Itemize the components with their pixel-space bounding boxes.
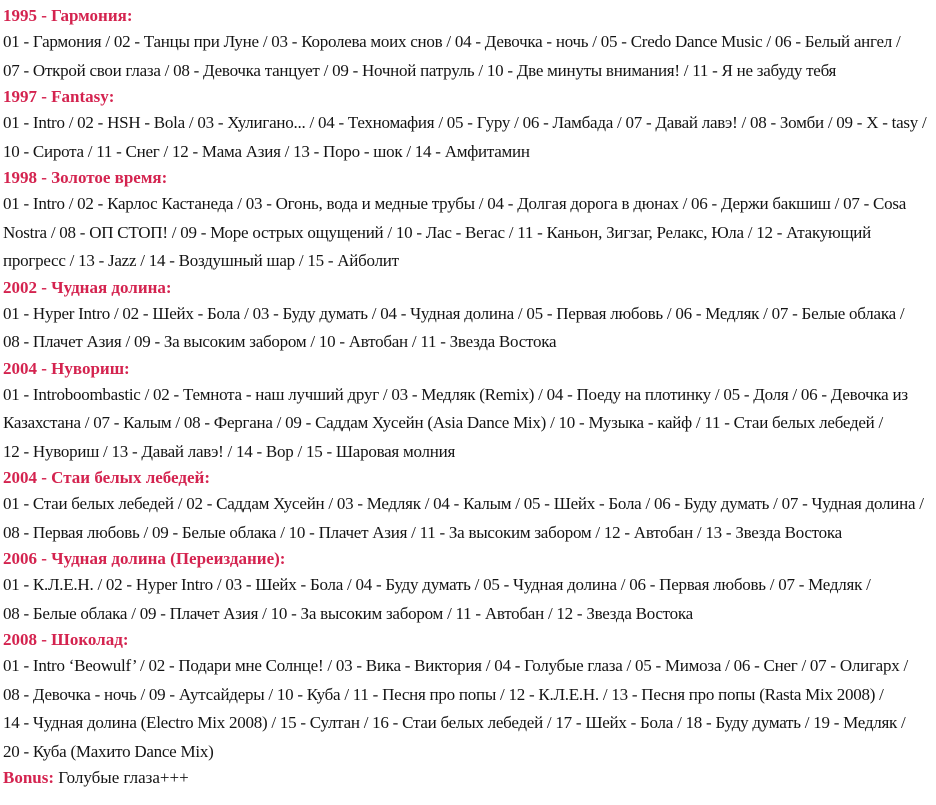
album-title: 1995 - Гармония: <box>3 6 133 25</box>
tracklist-line: 08 - Первая любовь / 09 - Белые облака / 10 - Плачет Азия / 11 - За высоким забором / 12 - Автобан / 13 - Звезда Востока <box>3 522 842 542</box>
album-title: 2008 - Шоколад: <box>3 630 129 649</box>
tracklist-line: 01 - Intro / 02 - Карлос Кастанеда / 03 - Огонь, вода и медные трубы / 04 - Долгая дорога в дюнах / 06 - Держи бакшиш / 07 - Cosa <box>3 194 907 213</box>
tracklist-line: 01 - Стаи белых лебедей / 02 - Саддам Хусейн / 03 - Медляк / 04 - Калым / 05 - Шейх - Бола / 06 - Буду думать / 07 - Чудная долина / <box>3 494 924 513</box>
bonus-track: Голубые глаза+++ <box>54 768 189 787</box>
tracklist-line: 08 - Девочка - ночь / 09 - Аутсайдеры / 10 - Куба / 11 - Песня про попы / 12 - К.Л.Е.Н. / 13 - Песня про попы (Rasta Mix 2008) / <box>3 684 884 704</box>
album-section <box>3 166 931 276</box>
tracklist-line: Казахстана / 07 - Калым / 08 - Фергана / 09 - Саддам Хусейн (Asia Dance Mix) / 10 - Музыка - кайф / 11 - Стаи белых лебедей / <box>3 413 883 432</box>
tracklist-line: Nostra / 08 - ОП СТОП! / 09 - Море острых ощущений / 10 - Лас - Вегас / 11 - Каньон, Зигзаг, Релакс, Юла / 12 - Атакующий <box>3 222 871 242</box>
album-title: 2002 - Чудная долина: <box>3 277 172 297</box>
bonus-label: Bonus: <box>3 768 55 787</box>
album-section <box>3 628 931 766</box>
album-title: 1997 - Fantasy: <box>3 87 115 106</box>
tracklist-line: 07 - Открой свои глаза / 08 - Девочка танцует / 09 - Ночной патруль / 10 - Две минуты внимания! / 11 - Я не забуду тебя <box>3 60 837 80</box>
tracklist-line: 08 - Белые облака / 09 - Плачет Азия / 10 - За высоким забором / 11 - Автобан / 12 - Звезда Востока <box>3 603 693 623</box>
tracklist-line: 20 - Куба (Махито Dance Mix) <box>3 741 214 761</box>
album-section <box>3 276 931 357</box>
tracklist-line: 01 - Hyper Intro / 02 - Шейх - Бола / 03 - Буду думать / 04 - Чудная долина / 05 - Первая любовь / 06 - Медляк / 07 - Белые облака / <box>3 303 905 323</box>
tracklist-line: 01 - Intro / 02 - HSH - Bola / 03 - Хулигано... / 04 - Техномафия / 05 - Гуру / 06 - Ламбада / 07 - Давай лавэ! / 08 - Зомби / 09 - X - tasy / <box>3 113 927 132</box>
tracklist-line: 12 - Нувориш / 13 - Давай лавэ! / 14 - Вор / 15 - Шаровая молния <box>3 441 456 461</box>
album-title: 2004 - Нувориш: <box>3 358 130 378</box>
tracklist-line: прогресс / 13 - Jazz / 14 - Воздушный шар / 15 - Айболит <box>3 251 399 270</box>
album-section <box>3 466 931 547</box>
album-title: 2004 - Стаи белых лебедей: <box>3 468 210 487</box>
album-section <box>3 547 931 628</box>
tracklist-line: 10 - Сирота / 11 - Снег / 12 - Мама Азия / 13 - Поро - шок / 14 - Амфитамин <box>3 141 530 161</box>
tracklist-line: 01 - Introboombastic / 02 - Темнота - наш лучший друг / 03 - Медляк (Remix) / 04 - Поеду на плотинку / 05 - Доля / 06 - Девочка из <box>3 384 908 404</box>
tracklist-line: 01 - Intro ‘Beowulf’ / 02 - Подари мне Солнце! / 03 - Вика - Виктория / 04 - Голубые глаза / 05 - Мимоза / 06 - Снег / 07 - Олигарх / <box>3 656 908 675</box>
tracklist-line: 14 - Чудная долина (Electro Mix 2008) / 15 - Султан / 16 - Стаи белых лебедей / 17 - Шейх - Бола / 18 - Буду думать / 19 - Медляк / <box>3 713 906 732</box>
album-section <box>3 357 931 467</box>
album-title: 2006 - Чудная долина (Переиздание): <box>3 549 286 568</box>
tracklist-line: 01 - Гармония / 02 - Танцы при Луне / 03 - Королева моих снов / 04 - Девочка - ночь / 05 - Credo Dance Music / 06 - Белый ангел / <box>3 32 901 51</box>
bonus-line <box>3 766 931 790</box>
discography-page <box>3 4 931 790</box>
tracklist-line: 01 - К.Л.Е.Н. / 02 - Hyper Intro / 03 - Шейх - Бола / 04 - Буду думать / 05 - Чудная долина / 06 - Первая любовь / 07 - Медляк / <box>3 575 871 594</box>
album-section <box>3 4 931 85</box>
album-section <box>3 85 931 166</box>
tracklist-line: 08 - Плачет Азия / 09 - За высоким забором / 10 - Автобан / 11 - Звезда Востока <box>3 332 557 351</box>
album-title: 1998 - Золотое время: <box>3 168 168 187</box>
